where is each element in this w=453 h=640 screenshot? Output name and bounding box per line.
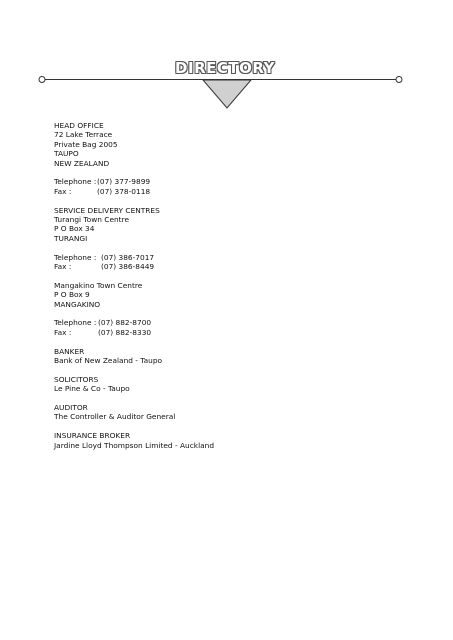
auditor-heading: AUDITOR bbox=[54, 403, 88, 413]
telephone-value: (07) 882-8700 bbox=[98, 318, 152, 328]
turangi-telephone-row bbox=[54, 253, 414, 262]
banker-block bbox=[54, 347, 414, 366]
head-office-street: 72 Lake Terrace bbox=[54, 130, 113, 140]
telephone-label: Telephone : bbox=[54, 177, 97, 187]
solicitors-value: Le Pine & Co - Taupo bbox=[54, 384, 130, 394]
insurance-value: Jardine Lloyd Thompson Limited - Auckland bbox=[54, 440, 215, 450]
mangakino-telephone-row bbox=[54, 318, 414, 327]
header-rule-left-end bbox=[39, 77, 45, 83]
mangakino-block bbox=[54, 281, 414, 309]
auditor-block bbox=[54, 403, 414, 422]
head-office-country: NEW ZEALAND bbox=[54, 158, 110, 168]
head-office-contact bbox=[54, 177, 414, 196]
auditor-value: The Controller & Auditor General bbox=[54, 412, 176, 422]
turangi-town: TURANGI bbox=[54, 233, 88, 243]
turangi-contact bbox=[54, 253, 414, 272]
mangakino-fax-row bbox=[54, 328, 414, 337]
telephone-value: (07) 377-9899 bbox=[97, 177, 151, 187]
banker-heading: BANKER bbox=[54, 346, 85, 356]
telephone-value: (07) 386-7017 bbox=[101, 252, 155, 262]
telephone-label: Telephone : bbox=[54, 252, 97, 262]
header-triangle bbox=[203, 80, 251, 108]
mangakino-town: MANGAKINO bbox=[54, 299, 101, 309]
turangi-po-box: P O Box 34 bbox=[54, 224, 95, 234]
fax-value: (07) 386-8449 bbox=[101, 262, 155, 272]
fax-label: Fax : bbox=[54, 327, 72, 337]
turangi-centre-name: Turangi Town Centre bbox=[54, 215, 129, 225]
fax-label: Fax : bbox=[54, 186, 72, 196]
fax-value: (07) 882-8330 bbox=[98, 327, 152, 337]
head-office-city: TAUPO bbox=[54, 149, 79, 159]
solicitors-heading: SOLICITORS bbox=[54, 374, 99, 384]
header-rule-right-end bbox=[396, 77, 402, 83]
directory-content bbox=[54, 121, 414, 459]
solicitors-block bbox=[54, 375, 414, 394]
service-centres-heading: SERVICE DELIVERY CENTRES bbox=[54, 205, 160, 215]
page-title: DIRECTORY bbox=[175, 59, 275, 77]
turangi-block bbox=[54, 206, 414, 244]
insurance-block bbox=[54, 431, 414, 450]
banker-value: Bank of New Zealand - Taupo bbox=[54, 356, 163, 366]
fax-label: Fax : bbox=[54, 262, 72, 272]
head-office-telephone-row bbox=[54, 177, 414, 186]
page-header bbox=[0, 0, 453, 120]
mangakino-contact bbox=[54, 318, 414, 337]
turangi-fax-row bbox=[54, 262, 414, 271]
telephone-label: Telephone : bbox=[54, 318, 97, 328]
mangakino-po-box: P O Box 9 bbox=[54, 290, 90, 300]
insurance-heading: INSURANCE BROKER bbox=[54, 431, 131, 441]
mangakino-centre-name: Mangakino Town Centre bbox=[54, 280, 143, 290]
head-office-private-bag: Private Bag 2005 bbox=[54, 139, 118, 149]
fax-value: (07) 378-0118 bbox=[97, 186, 151, 196]
head-office-block bbox=[54, 121, 414, 168]
head-office-heading: HEAD OFFICE bbox=[54, 121, 104, 130]
head-office-fax-row bbox=[54, 187, 414, 196]
